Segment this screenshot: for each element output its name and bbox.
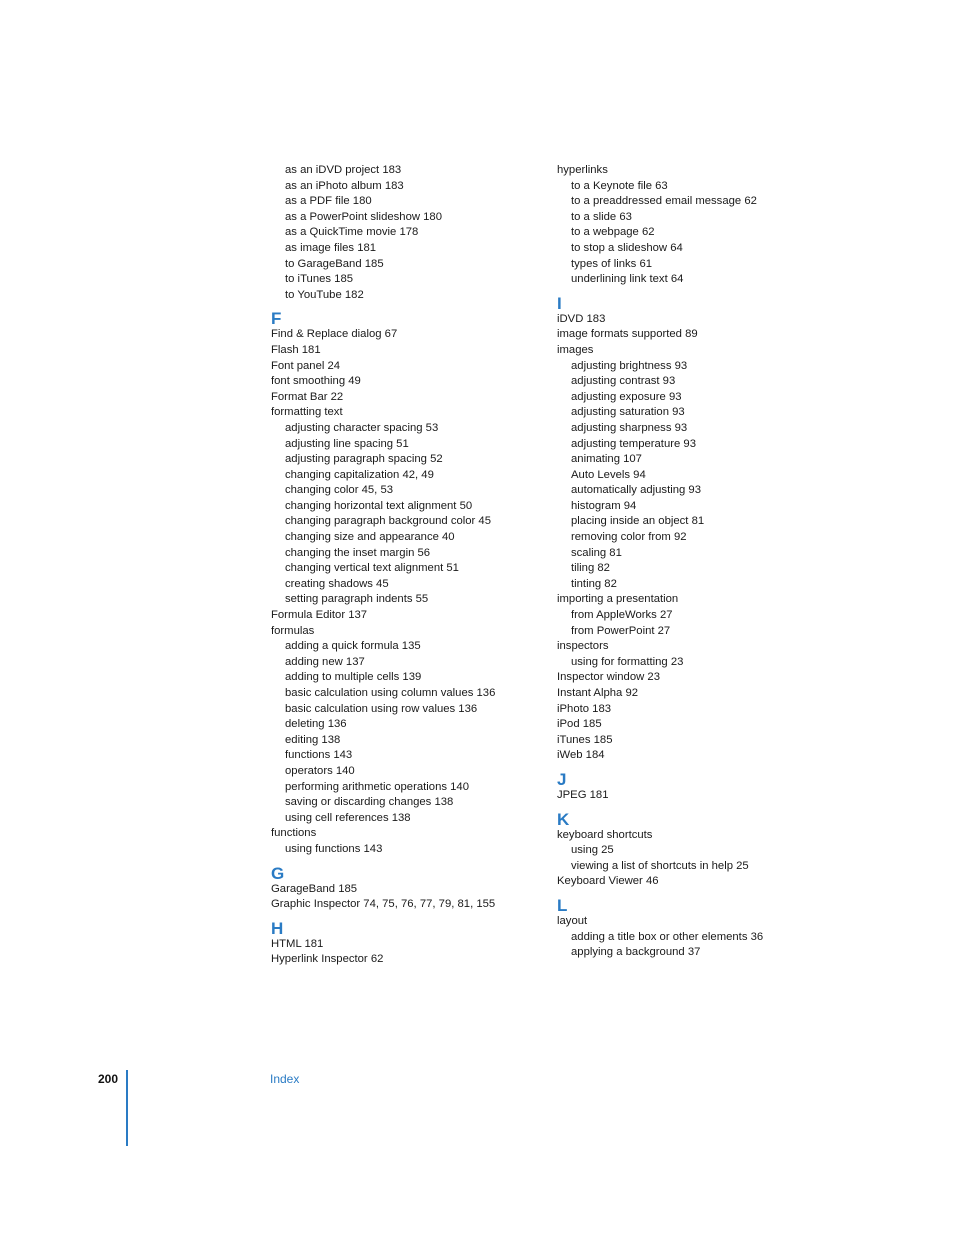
index-subentry: adjusting line spacing 51 (285, 437, 409, 450)
index-subentry: adding a quick formula 135 (285, 640, 421, 653)
index-subentry: adjusting saturation 93 (571, 406, 685, 419)
index-subentry: changing paragraph background color 45 (285, 515, 492, 528)
index-subentry: changing color 45, 53 (285, 484, 394, 497)
index-subentry: adding to multiple cells 139 (285, 671, 422, 684)
index-entry: Graphic Inspector 74, 75, 76, 77, 79, 81, 155 (271, 898, 496, 911)
index-subentry: adding a title box or other elements 36 (571, 930, 764, 943)
index-subentry: basic calculation using row values 136 (285, 702, 478, 715)
index-subentry: to stop a slideshow 64 (571, 241, 683, 254)
index-subentry: as image files 181 (285, 241, 377, 254)
index-subentry: scaling 81 (571, 546, 622, 559)
index-subentry: tinting 82 (571, 577, 617, 590)
index-section-letter: K (557, 809, 570, 829)
index-subentry: changing the inset margin 56 (285, 546, 431, 559)
index-entry: Instant Alpha 92 (557, 687, 639, 699)
index-column-left (271, 163, 541, 968)
index-subentry: automatically adjusting 93 (571, 484, 701, 497)
index-subentry: adding new 137 (285, 655, 365, 668)
index-subentry: basic calculation using column values 136 (285, 687, 496, 699)
index-subentry: viewing a list of shortcuts in help 25 (571, 859, 749, 872)
index-entry: Hyperlink Inspector 62 (271, 953, 384, 966)
index-section-letter: J (557, 769, 567, 789)
index-entry: iPod 185 (557, 718, 602, 731)
index-subentry: to a preaddressed email message 62 (571, 195, 757, 208)
index-subentry: adjusting sharpness 93 (571, 421, 688, 434)
index-entry: importing a presentation (557, 593, 679, 606)
index-subentry: using for formatting 23 (571, 655, 684, 668)
index-subentry: types of links 61 (571, 257, 653, 270)
index-subentry: as a PDF file 180 (285, 195, 372, 208)
index-subentry: to iTunes 185 (285, 273, 354, 286)
index-section-letter: G (271, 863, 285, 883)
index-subentry: histogram 94 (571, 499, 637, 512)
index-subentry: operators 140 (285, 764, 355, 777)
index-subentry: underlining link text 64 (571, 273, 684, 286)
index-section-letter: L (557, 895, 568, 915)
index-entry: formulas (271, 624, 315, 637)
index-subentry: from PowerPoint 27 (571, 624, 671, 637)
index-entry: functions (271, 827, 317, 840)
index-section-letter: H (271, 918, 284, 938)
index-column-right (557, 163, 797, 961)
index-subentry: animating 107 (571, 453, 642, 466)
index-subentry: adjusting temperature 93 (571, 437, 696, 450)
index-entry: HTML 181 (271, 937, 324, 950)
index-subentry: from AppleWorks 27 (571, 609, 673, 622)
index-subentry: as a PowerPoint slideshow 180 (285, 210, 442, 223)
index-entry: iDVD 183 (557, 312, 606, 325)
index-entry: keyboard shortcuts (557, 828, 653, 841)
index-section-letter: I (557, 293, 562, 313)
index-entry: Keyboard Viewer 46 (557, 875, 659, 888)
index-subentry: as an iDVD project 183 (285, 164, 402, 176)
index-entry: GarageBand 185 (271, 882, 358, 895)
index-subentry: creating shadows 45 (285, 577, 389, 590)
section-label: Index (270, 1072, 300, 1086)
index-subentry: adjusting contrast 93 (571, 375, 676, 388)
index-subentry: changing vertical text alignment 51 (285, 562, 459, 575)
index-entry: images (557, 343, 594, 356)
index-subentry: functions 143 (285, 749, 353, 762)
index-entry: hyperlinks (557, 164, 608, 176)
index-subentry: deleting 136 (285, 718, 347, 731)
index-subentry: editing 138 (285, 733, 341, 746)
index-entry: Format Bar 22 (271, 390, 344, 403)
index-subentry: to a slide 63 (571, 210, 632, 223)
index-subentry: Auto Levels 94 (571, 468, 646, 481)
index-subentry: applying a background 37 (571, 946, 701, 959)
index-subentry: to YouTube 182 (285, 288, 364, 301)
index-entry: Find & Replace dialog 67 (271, 328, 398, 341)
index-subentry: saving or discarding changes 138 (285, 796, 454, 809)
index-subentry: adjusting brightness 93 (571, 359, 688, 372)
footer-divider (126, 1070, 128, 1146)
index-subentry: adjusting exposure 93 (571, 390, 682, 403)
index-entry: Font panel 24 (271, 359, 341, 372)
index-subentry: adjusting paragraph spacing 52 (285, 453, 443, 466)
index-subentry: removing color from 92 (571, 531, 687, 544)
index-subentry: setting paragraph indents 55 (285, 593, 429, 606)
index-entry: layout (557, 914, 588, 927)
index-subentry: using 25 (571, 844, 614, 857)
index-subentry: changing horizontal text alignment 50 (285, 499, 473, 512)
index-entry: image formats supported 89 (557, 328, 698, 341)
index-subentry: tiling 82 (571, 562, 610, 575)
index-entry: font smoothing 49 (271, 375, 361, 388)
index-subentry: to a Keynote file 63 (571, 179, 668, 192)
index-subentry: to GarageBand 185 (285, 257, 384, 270)
index-subentry: adjusting character spacing 53 (285, 421, 439, 434)
index-subentry: as a QuickTime movie 178 (285, 226, 419, 239)
index-subentry: performing arithmetic operations 140 (285, 780, 469, 793)
index-entry: iWeb 184 (557, 749, 605, 762)
index-subentry: as an iPhoto album 183 (285, 179, 404, 192)
index-entry: Inspector window 23 (557, 671, 660, 684)
index-entry: inspectors (557, 640, 609, 653)
index-entry: JPEG 181 (557, 788, 609, 801)
index-entry: Flash 181 (271, 343, 321, 356)
index-subentry: using cell references 138 (285, 811, 411, 824)
page-number: 200 (98, 1072, 119, 1086)
index-subentry: changing capitalization 42, 49 (285, 468, 434, 481)
index-subentry: placing inside an object 81 (571, 515, 705, 528)
index-entry: Formula Editor 137 (271, 609, 368, 622)
index-subentry: changing size and appearance 40 (285, 531, 455, 544)
index-entry: formatting text (271, 406, 343, 419)
index-entry: iPhoto 183 (557, 702, 612, 715)
index-section-letter: F (271, 309, 282, 329)
index-subentry: to a webpage 62 (571, 226, 655, 239)
index-subentry: using functions 143 (285, 842, 383, 855)
index-entry: iTunes 185 (557, 733, 613, 746)
